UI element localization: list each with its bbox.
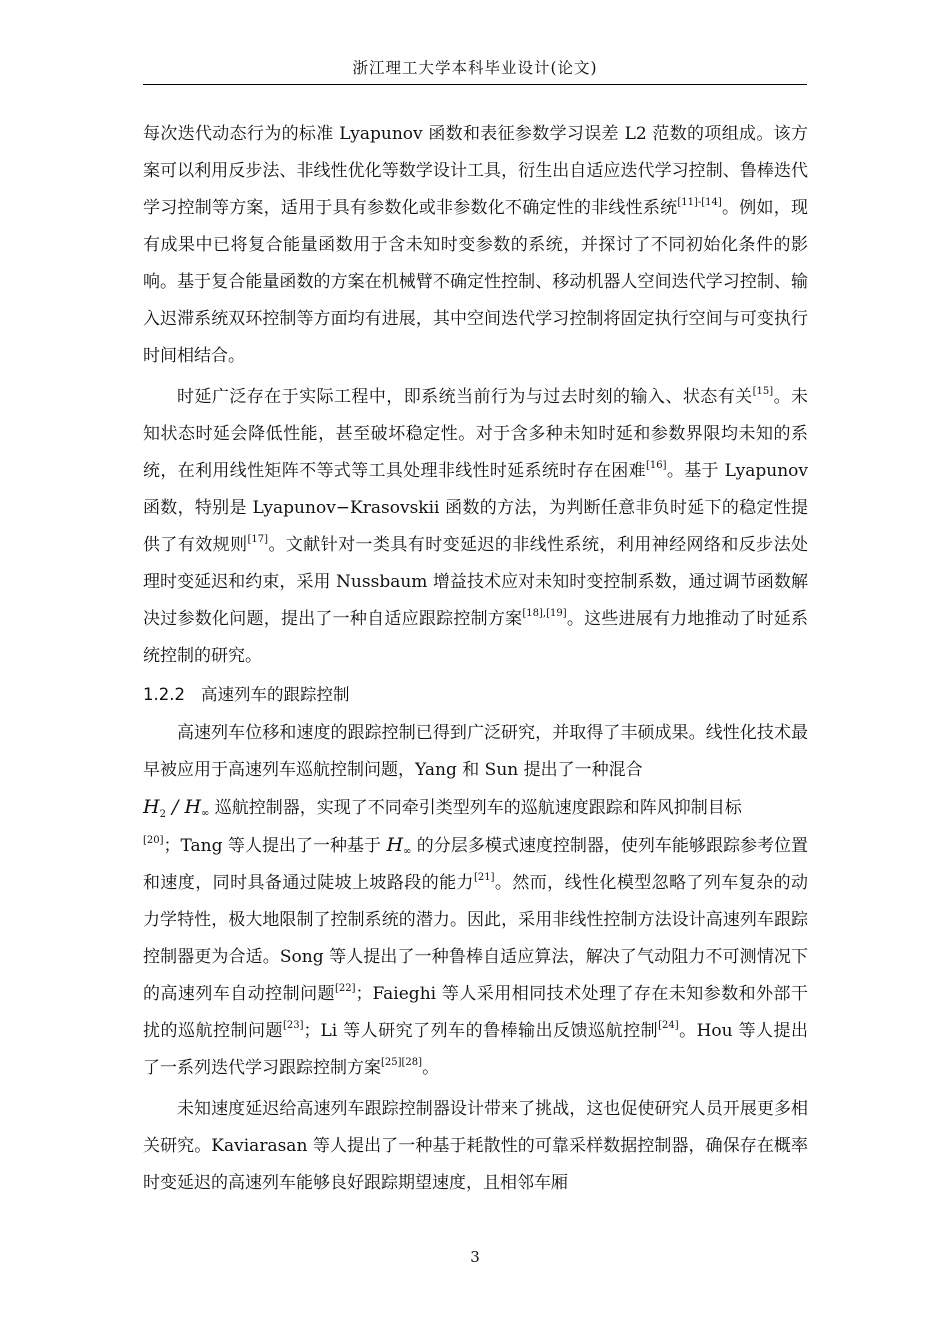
math-hinf [386,834,411,856]
math-h2-hinf [143,796,209,818]
math-subscript: 2 [159,809,166,820]
citation: [18],[19] [522,608,567,619]
paragraph-text: 。未知状态时延会降低性能，甚至破坏稳定性。对于含多种未知时延和参数界限均未知的系统，在利用线性矩阵不等式等工具处理非线性时延系统时存在困难 [143,387,809,481]
citation: [16] [645,460,667,471]
paragraph-3 [143,715,808,1087]
section-title: 高速列车的跟踪控制 [201,685,350,704]
paragraph-text: 。这些进展有力地推动了时延系统控制的研究。 [143,609,809,666]
citation: [25][28] [381,1057,423,1068]
paragraph-text: 。Hou 等人提出了一系列迭代学习跟踪控制方案 [143,1021,808,1078]
paragraph-text: 。然而，线性化模型忽略了列车复杂的动力学特性，极大地限制了控制系统的潜力。因此，采用非线性控制方法设计高速列车跟踪控制器更为合适。Song 等人提出了一种鲁棒自适应算法，解决了气动阻力不可测情况下的高速列车自动控制问题 [143,873,809,1004]
math-subscript: ∞ [201,808,210,819]
citation: [11]-[14] [677,197,722,208]
page-number: 3 [470,1248,480,1266]
header-title: 浙江理工大学本科毕业设计(论文) [352,59,598,77]
math-subscript: ∞ [403,846,412,857]
citation: [23] [282,1020,304,1031]
paragraph-text: ；Tang 等人提出了一种基于 [163,836,387,856]
paragraph-text: 。例如，现有成果中已将复合能量函数用于含未知时变参数的系统，并探讨了不同初始化条件的影响。基于复合能量函数的方案在机械臂不确定性控制、移动机器人空间迭代学习控制、输入迟滞系统双环控制等方面均有进展，其中空间迭代学习控制将固定执行空间与可变执行时间相结合。 [143,198,809,366]
paragraph-text: 巡航控制器，实现了不同牵引类型列车的巡航速度跟踪和阵风抑制目标 [209,798,742,818]
paragraph-4 [143,1091,808,1202]
paragraph-text: 的分层多模式速度控制器，使列车能够跟踪参考位置和速度，同时具备通过陡坡上坡路段的能力 [143,836,808,893]
citation: [15] [752,386,774,397]
paragraph-text: 。 [422,1058,440,1078]
paragraph-text: 。基于 Lyapunov 函数，特别是 Lyapunov−Krasovskii 函数的方法，为判断任意非负时延下的稳定性提供了有效规则 [143,461,808,555]
citation: [21] [473,872,495,883]
paragraph-text: 每次迭代动态行为的标准 Lyapunov 函数和表征参数学习误差 L2 范数的项组成。该方案可以利用反步法、非线性优化等数学设计工具，衍生出自适应迭代学习控制、鲁棒迭代学习控制等方案，适用于具有参数化或非参数化不确定性的非线性系统 [143,124,808,218]
paragraph-text: 时延广泛存在于实际工程中，即系统当前行为与过去时刻的输入、状态有关 [177,387,753,407]
section-heading [143,677,808,713]
paragraph-text: ；Faieghi 等人采用相同技术处理了存在未知参数和外部干扰的巡航控制问题 [143,984,809,1041]
paragraph-2 [143,379,808,675]
page-body [143,116,808,1202]
paragraph-1 [143,116,808,375]
paragraph-text: 高速列车位移和速度的跟踪控制已得到广泛研究，并取得了丰硕成果。线性化技术最早被应用于高速列车巡航控制问题，Yang 和 Sun 提出了一种混合 [143,723,808,780]
math-operator: / [165,796,185,818]
citation: [20] [143,835,164,846]
paragraph-text: 未知速度延迟给高速列车跟踪控制器设计带来了挑战，这也促使研究人员开展更多相关研究。Kaviarasan 等人提出了一种基于耗散性的可靠采样数据控制器，确保存在概率时变延迟的高速列车能够良好跟踪期望速度，且相邻车厢 [143,1099,808,1193]
math-symbol: H [143,796,160,818]
paragraph-text: ；Li 等人研究了列车的鲁棒输出反馈巡航控制 [303,1021,659,1041]
paragraph-text: 。文献针对一类具有时变延迟的非线性系统，利用神经网络和反步法处理时变延迟和约束，采用 Nussbaum 增益技术应对未知时变控制系数，通过调节函数解决过参数化问题，提出了一种自适应跟踪控制方案 [143,535,809,629]
citation: [24] [658,1020,679,1031]
math-symbol: H [386,834,404,856]
citation: [22] [335,983,356,994]
section-number: 1.2.2 [143,685,185,704]
math-symbol: H [184,796,202,818]
page-header [143,56,807,85]
citation: [17] [247,534,269,545]
